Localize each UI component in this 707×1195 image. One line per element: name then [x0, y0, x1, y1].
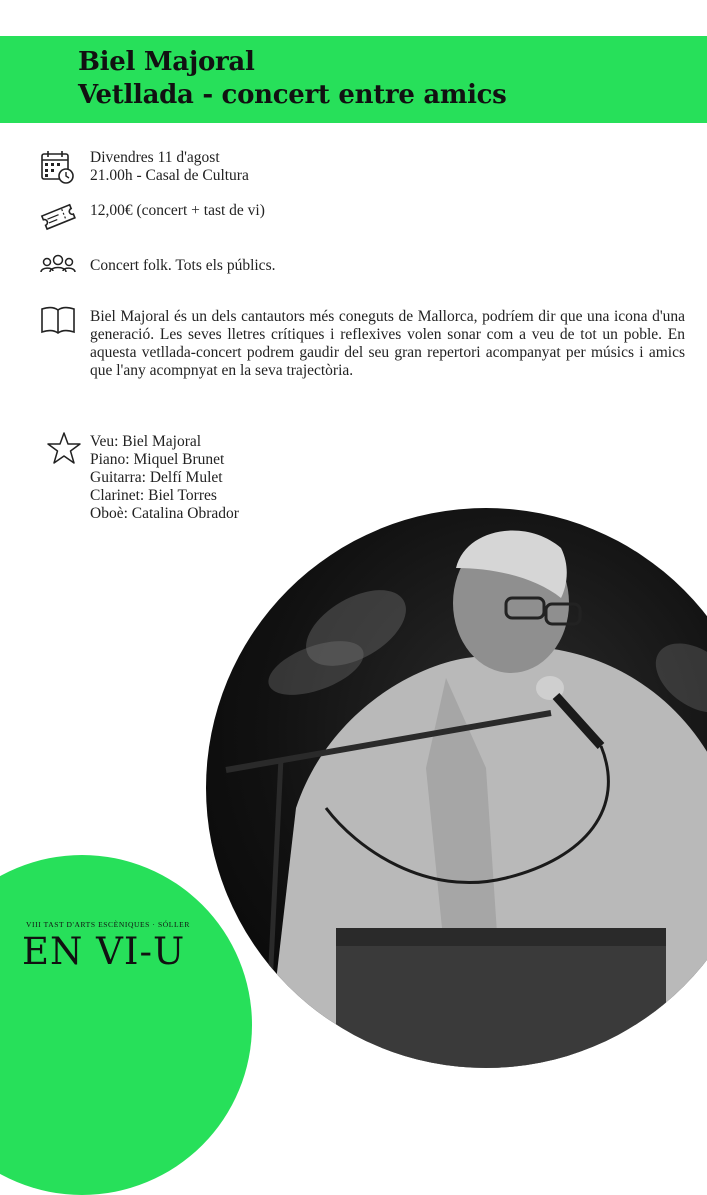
event-audience: Concert folk. Tots els públics. — [90, 257, 276, 274]
credit-item: Guitarra: Delfí Mulet — [90, 469, 223, 486]
ticket-icon — [40, 198, 76, 234]
performer-illustration — [206, 508, 707, 1068]
festival-logo-circle — [0, 855, 252, 1195]
event-title: Biel Majoral — [78, 47, 255, 77]
event-price: 12,00€ (concert + tast de vi) — [90, 202, 265, 219]
event-description: Biel Majoral és un dels cantautors més coneguts de Mallorca, podríem dir que una icona d'una generació. Les seves lletres crítiques i reflexives volen sonar com a veu de tot un poble. En aquesta vetllada-concert podrem gaudir del seu gran repertori acompanyat per músics i amics que l'any acompnyat en la seva trajectòria. — [90, 308, 685, 379]
people-icon — [40, 248, 76, 284]
performer-photo — [206, 508, 707, 1068]
open-book-icon — [40, 302, 76, 338]
credit-item: Veu: Biel Majoral — [90, 433, 202, 450]
event-date: Divendres 11 d'agost — [90, 149, 220, 166]
credit-item: Clarinet: Biel Torres — [90, 487, 217, 504]
festival-subtitle: VIII TAST D'ARTS ESCÈNIQUES · SÓLLER — [26, 920, 190, 929]
festival-logo: EN VI-U — [22, 930, 186, 973]
credit-item: Oboè: Catalina Obrador — [90, 505, 239, 522]
star-icon — [46, 430, 82, 466]
calendar-clock-icon — [40, 150, 76, 186]
event-time-place: 21.00h - Casal de Cultura — [90, 167, 249, 184]
event-subtitle: Vetllada - concert entre amics — [78, 80, 507, 110]
credit-item: Piano: Miquel Brunet — [90, 451, 225, 468]
credits-list — [90, 433, 239, 523]
